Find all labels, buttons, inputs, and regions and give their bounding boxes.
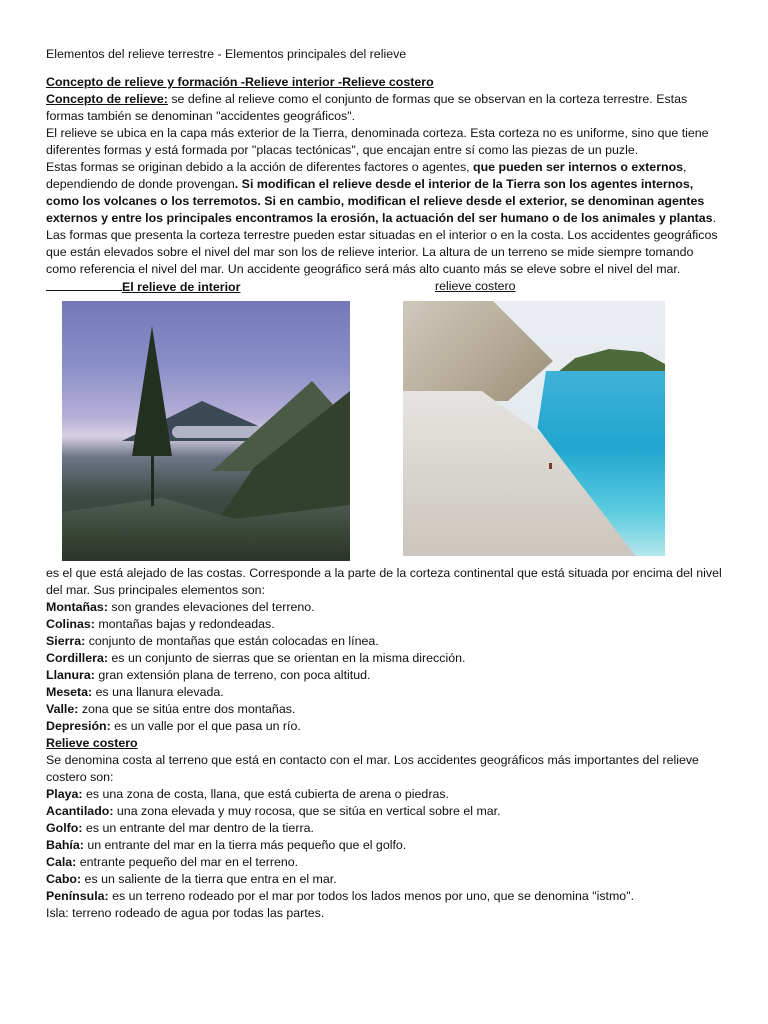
caption-underline-pad xyxy=(46,278,122,291)
concept-label: Concepto de relieve: xyxy=(46,92,168,106)
interior-elements-list xyxy=(46,599,722,735)
agents-text-b: que pueden ser internos o externos xyxy=(473,160,684,174)
cliff xyxy=(403,301,553,401)
term: Cordillera: xyxy=(46,651,108,665)
term: Colinas: xyxy=(46,617,95,631)
definition: entrante pequeño del mar en el terreno. xyxy=(76,855,299,869)
document-page xyxy=(46,46,722,922)
interior-intro: es el que está alejado de las costas. Corresponde a la parte de la corteza continental que está situada por encima del nivel del mar. Sus principales elementos son: xyxy=(46,566,722,597)
term: Bahía: xyxy=(46,838,84,852)
definition: son grandes elevaciones del terreno. xyxy=(107,600,315,614)
term: Península: xyxy=(46,889,109,903)
agents-text-d: . Si modifican el relieve desde el interior de la Tierra son los agentes internos, como los volcanes o los terremotos. Si en cambio, modifican el relieve desde el exterior, se denominan agentes externos y entre los principales encontramos la erosión, la actuación del ser humano o de los animales y plantas xyxy=(46,177,713,225)
definition: conjunto de montañas que están colocadas en línea. xyxy=(85,634,379,648)
pine-tree xyxy=(132,326,172,506)
agents-text-e: . xyxy=(712,211,717,225)
costero-elements-list xyxy=(46,786,722,905)
list-item xyxy=(46,616,722,633)
term: Meseta: xyxy=(46,685,93,699)
list-item xyxy=(46,837,722,854)
coastal-beach-photo xyxy=(403,301,665,556)
list-item xyxy=(46,803,722,820)
concept-paragraph xyxy=(46,91,722,125)
costero-heading: Relieve costero xyxy=(46,736,138,750)
term: Acantilado: xyxy=(46,804,114,818)
definition: zona que se sitúa entre dos montañas. xyxy=(78,702,296,716)
definition: es un conjunto de sierras que se orientan en la misma dirección. xyxy=(107,651,466,665)
definition: un entrante del mar en la tierra más pequeño que el golfo. xyxy=(83,838,407,852)
term: Valle: xyxy=(46,702,79,716)
images-row xyxy=(46,278,722,548)
list-item xyxy=(46,854,722,871)
definition: es una zona de costa, llana, que está cubierta de arena o piedras. xyxy=(82,787,449,801)
crust-paragraph: El relieve se ubica en la capa más exterior de la Tierra, denominada corteza. Esta corteza no es uniforme, sino que tiene diferentes formas y está formada por "placas tectónicas", que encajan entre sí como las piezas de un puzle. xyxy=(46,126,709,157)
interior-caption-text: El relieve de interior xyxy=(122,280,241,294)
term: Llanura: xyxy=(46,668,95,682)
interior-mountain-photo xyxy=(62,301,350,561)
definition: montañas bajas y redondeadas. xyxy=(94,617,275,631)
term: Montañas: xyxy=(46,600,108,614)
document-title: Elementos del relieve terrestre - Elementos principales del relieve xyxy=(46,47,407,61)
term: Cabo: xyxy=(46,872,82,886)
definition: una zona elevada y muy rocosa, que se sitúa en vertical sobre el mar. xyxy=(113,804,501,818)
forms-paragraph: Las formas que presenta la corteza terrestre pueden estar situadas en el interior o en la costa. Los accidentes geográficos que están elevados sobre el nivel del mar son los de relieve interior. La altura de un terreno se mide siempre tomando como referencia el nivel del mar. Un accidente geográfico será más alto cuanto más se eleve sobre el nivel del mar. xyxy=(46,228,718,276)
definition: es un saliente de la tierra que entra en el mar. xyxy=(81,872,337,886)
list-item xyxy=(46,701,722,718)
list-item xyxy=(46,718,722,735)
definition: es un valle por el que pasa un río. xyxy=(110,719,301,733)
agents-text-c: , dependiendo de donde provengan xyxy=(46,160,687,191)
definition: gran extensión plana de terreno, con poca altitud. xyxy=(94,668,371,682)
costero-caption: relieve costero xyxy=(435,279,516,293)
costero-intro: Se denomina costa al terreno que está en contacto con el mar. Los accidentes geográficos más importantes del relieve costero son: xyxy=(46,753,699,784)
list-item xyxy=(46,684,722,701)
definition: es una llanura elevada. xyxy=(92,685,224,699)
list-item xyxy=(46,820,722,837)
list-item xyxy=(46,888,722,905)
term: Cala: xyxy=(46,855,77,869)
list-item xyxy=(46,633,722,650)
list-item xyxy=(46,667,722,684)
definition: es un terreno rodeado por el mar por todos los lados menos por uno, que se denomina "istmo". xyxy=(108,889,635,903)
agents-paragraph xyxy=(46,159,722,227)
interior-caption xyxy=(46,278,240,296)
isla-item: Isla: terreno rodeado de agua por todas las partes. xyxy=(46,906,325,920)
agents-text-a: Estas formas se originan debido a la acción de diferentes factores o agentes, xyxy=(46,160,474,174)
list-item xyxy=(46,650,722,667)
person-figure xyxy=(549,463,552,469)
term: Sierra: xyxy=(46,634,86,648)
term: Depresión: xyxy=(46,719,111,733)
list-item xyxy=(46,599,722,616)
section-heading: Concepto de relieve y formación -Relieve interior -Relieve costero xyxy=(46,75,434,89)
concept-text: se define al relieve como el conjunto de formas que se observan en la corteza terrestre. Estas formas también se denominan "accidentes geográficos". xyxy=(46,92,688,123)
term: Golfo: xyxy=(46,821,83,835)
term: Playa: xyxy=(46,787,83,801)
list-item xyxy=(46,871,722,888)
list-item xyxy=(46,786,722,803)
definition: es un entrante del mar dentro de la tierra. xyxy=(82,821,314,835)
